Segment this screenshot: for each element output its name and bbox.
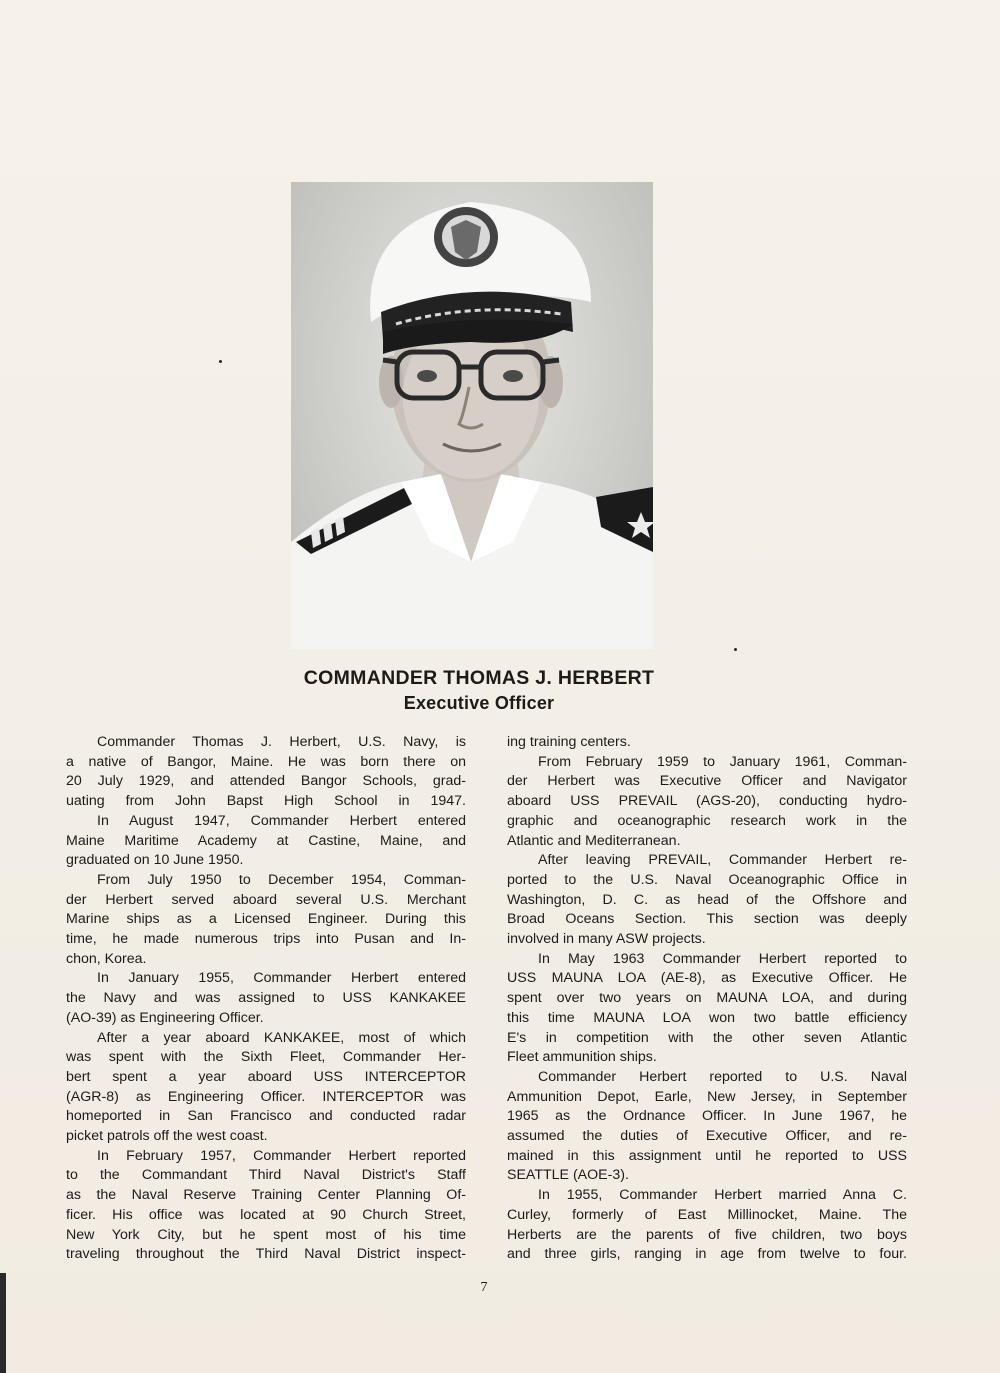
biography-line: In 1955, Commander Herbert married Anna C. [538,1187,907,1204]
biography-left-column [66,733,466,1265]
biography-line: involved in many ASW projects. [507,931,706,948]
biography-line: this time MAUNA LOA won two battle efficiency [507,1009,907,1026]
biography-line: 20 July 1929, and attended Bangor Schools, grad- [66,773,466,790]
biography-line: SEATTLE (AOE-3). [507,1167,629,1184]
biography-line: 1965 as the Ordnance Officer. In June 1967, he [507,1108,907,1125]
biography-line: Curley, formerly of East Millinocket, Maine. The [507,1206,907,1223]
print-speck [219,360,222,363]
biography-line: ported to the U.S. Naval Oceanographic Office in [507,871,907,888]
print-speck [734,648,737,651]
biography-line: From July 1950 to December 1954, Comman- [97,871,466,888]
biography-line: as the Naval Reserve Training Center Planning Of- [66,1187,466,1204]
biography-line: USS MAUNA LOA (AE-8), as Executive Officer. He [507,970,907,987]
biography-line: (AGR-8) as Engineering Officer. INTERCEPTOR was [66,1088,466,1105]
biography-line: traveling throughout the Third Naval District inspect- [66,1246,466,1263]
biography-line: time, he made numerous trips into Pusan and In- [66,931,466,948]
biography-line: In January 1955, Commander Herbert entered [97,970,466,987]
scan-edge-shadow [0,1273,6,1373]
biography-line: ing training centers. [507,734,631,750]
biography-line: Atlantic and Mediterranean. [507,832,681,849]
biography-line: picket patrols off the west coast. [66,1128,268,1145]
biography-line: Broad Oceans Section. This section was deeply [507,911,907,928]
officer-portrait-photo [291,182,653,649]
biography-line: homeported in San Francisco and conducted radar [66,1108,466,1125]
biography-line: After leaving PREVAIL, Commander Herbert re- [538,852,907,869]
biography-line: Washington, D. C. as head of the Offshore and [507,891,907,908]
biography-line: ficer. His office was located at 90 Church Street, [66,1206,466,1223]
biography-line: After a year aboard KANKAKEE, most of which [97,1029,466,1046]
officer-position-heading: Executive Officer [403,693,555,713]
biography-line: mained in this assignment until he reported to USS [507,1147,907,1164]
biography-line: der Herbert was Executive Officer and Navigator [507,773,907,790]
biography-line: In August 1947, Commander Herbert entered [97,812,466,829]
biography-line: New York City, but he spent most of his time [66,1226,466,1243]
biography-line: assumed the duties of Executive Officer, and re- [507,1128,907,1145]
biography-line: a native of Bangor, Maine. He was born there on [66,753,466,770]
biography-line: the Navy and was assigned to USS KANKAKEE [66,990,466,1007]
biography-line: der Herbert served aboard several U.S. Merchant [66,891,466,908]
biography-line: bert spent a year aboard USS INTERCEPTOR [66,1068,466,1085]
biography-line: graduated on 10 June 1950. [66,852,244,869]
biography-line: Marine ships as a Licensed Engineer. During this [66,911,466,928]
biography-line: graphic and oceanographic research work in the [507,812,907,829]
biography-line: (AO-39) as Engineering Officer. [66,1009,264,1026]
biography-line: In February 1957, Commander Herbert reported [97,1147,466,1164]
biography-line: spent over two years on MAUNA LOA, and during [507,990,907,1007]
cap-insignia-icon [434,207,498,267]
biography-line: Maine Maritime Academy at Castine, Maine, and [66,832,466,849]
biography-line: and three girls, ranging in age from twelve to four. [507,1246,907,1263]
biography-line: to the Commandant Third Naval District's Staff [66,1167,466,1184]
biography-line: Commander Herbert reported to U.S. Naval [538,1068,907,1085]
biography-line: Ammunition Depot, Earle, New Jersey, in September [507,1088,907,1105]
biography-line: Fleet ammunition ships. [507,1049,657,1066]
biography-line: aboard USS PREVAIL (AGS-20), conducting hydro- [507,793,907,810]
biography-line: E's in competition with the other seven Atlantic [507,1029,907,1046]
biography-line: was spent with the Sixth Fleet, Commander Her- [66,1049,466,1066]
biography-line: Herberts are the parents of five children, two boys [507,1226,907,1243]
biography-line: From February 1959 to January 1961, Comman- [538,753,907,770]
biography-line: uating from John Bapst High School in 1947. [66,793,466,810]
biography-line: chon, Korea. [66,950,147,967]
biography-right-column [507,733,907,1265]
page-number: 7 [480,1280,488,1295]
biography-line: Commander Thomas J. Herbert, U.S. Navy, is [97,734,466,750]
portrait-illustration [291,182,653,649]
biography-line: In May 1963 Commander Herbert reported to [538,950,907,967]
officer-name-heading: COMMANDER THOMAS J. HERBERT [303,667,655,689]
